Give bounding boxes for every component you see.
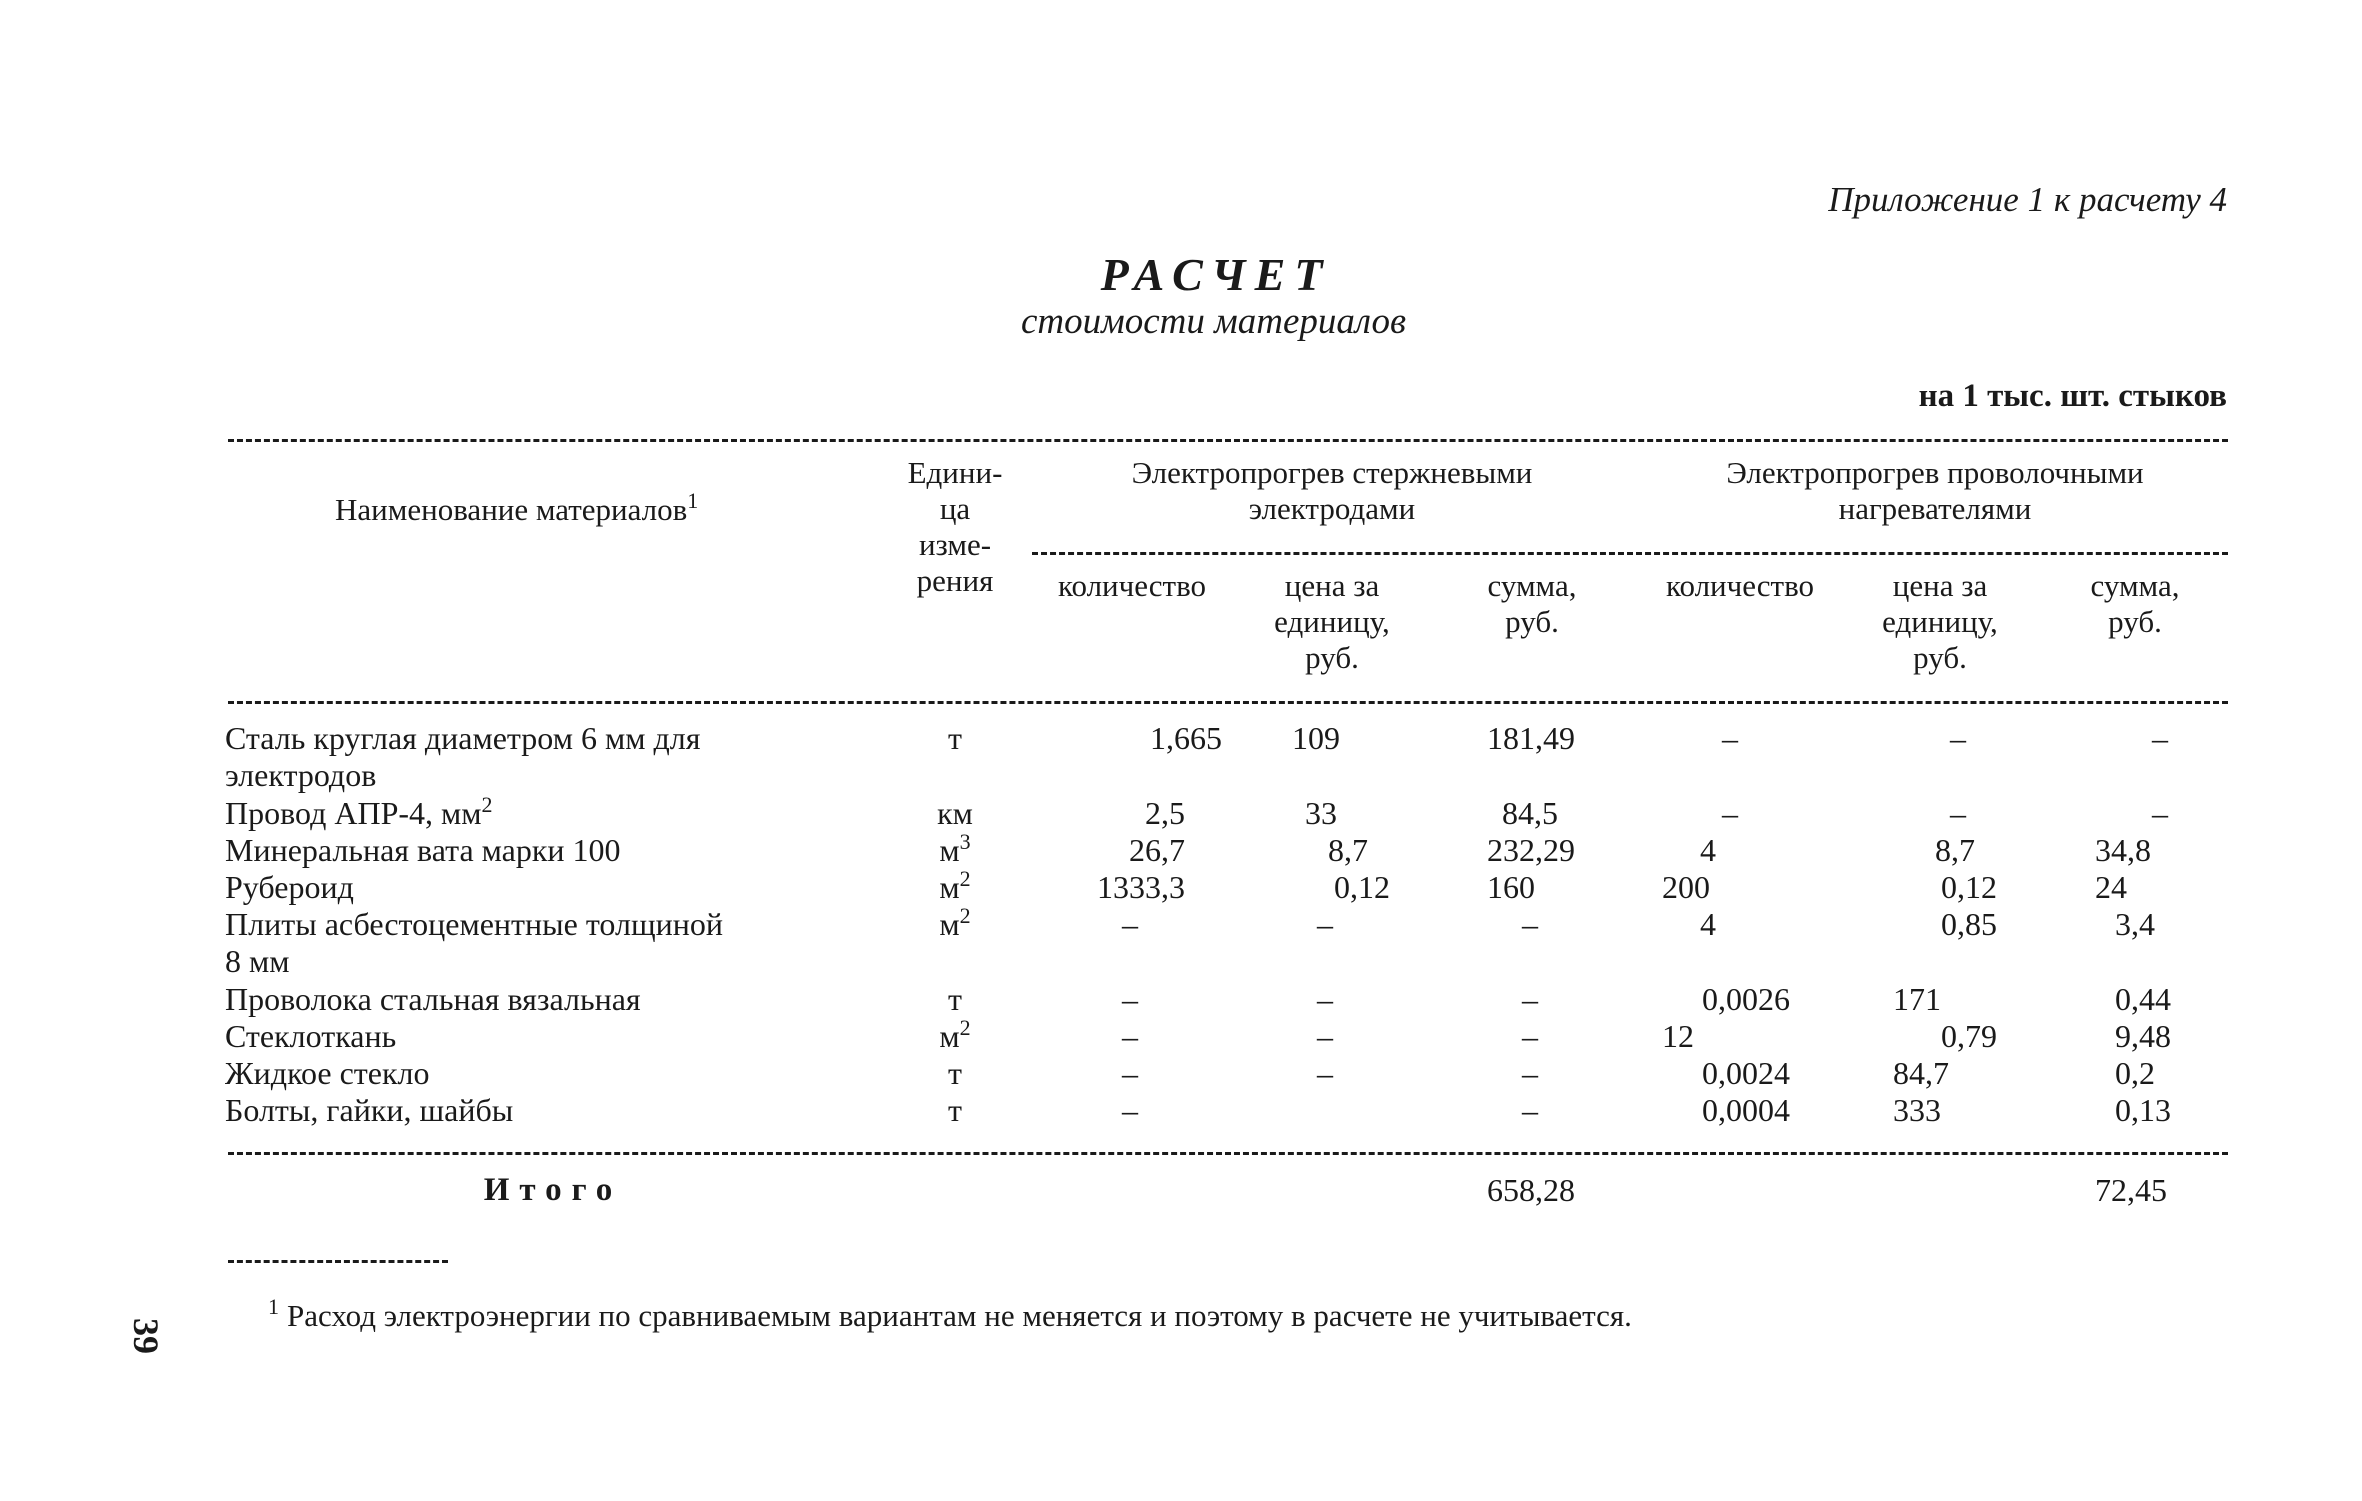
- row-unit-sup: 2: [959, 1015, 971, 1040]
- header-group2-line: Электропрогрев проволочными: [1726, 455, 2144, 490]
- header-group1-line: электродами: [1248, 491, 1416, 526]
- row-name-text: электродов: [225, 757, 377, 793]
- header-bottom-rule: [228, 701, 2228, 704]
- row-cell-q2: 4: [1700, 906, 1716, 942]
- row-cell-p2: 0,79: [1941, 1018, 1997, 1054]
- row-cell-q2: 0,0004: [1702, 1092, 1790, 1128]
- row-cell-q2: 12: [1662, 1018, 1694, 1054]
- row-cell-s1: –: [1522, 1092, 1538, 1128]
- row-name: [225, 981, 641, 1018]
- row-unit-text: т: [948, 1092, 962, 1128]
- row-cell-p2: 171: [1893, 981, 1941, 1017]
- row-cell-p2: 333: [1893, 1092, 1941, 1128]
- header-name-text: Наименование материалов: [335, 492, 688, 527]
- row-cell-p2: –: [1950, 795, 1966, 831]
- row-cell-s2: 0,44: [2115, 981, 2171, 1017]
- header-price-line: руб.: [1913, 640, 1967, 675]
- row-cell-s2: –: [2152, 720, 2168, 756]
- document-title: РАСЧЕТ: [1100, 249, 1332, 300]
- document-subtitle: стоимости материалов: [1020, 301, 1407, 342]
- header-price-line: цена за: [1284, 568, 1380, 603]
- row-cell-q1: 1,665: [1150, 720, 1222, 756]
- row-name: [225, 1092, 513, 1129]
- header-price-line: цена за: [1892, 568, 1988, 603]
- body-bottom-rule: [228, 1152, 2228, 1155]
- row-cell-p1: 33: [1305, 795, 1337, 831]
- row-cell-s2: 0,13: [2115, 1092, 2171, 1128]
- header-price-line: единицу,: [1882, 604, 1998, 639]
- header-sum-line: руб.: [1505, 604, 1559, 639]
- row-name-text: Жидкое стекло: [225, 1055, 430, 1091]
- row-cell-q2: 0,0026: [1702, 981, 1790, 1017]
- row-cell-q1: –: [1122, 981, 1138, 1017]
- row-unit-text: м: [939, 906, 960, 942]
- row-cell-s2: 0,2: [2115, 1055, 2155, 1091]
- row-unit-text: т: [948, 981, 962, 1017]
- row-unit: [880, 981, 1030, 1018]
- row-cell-p2: 0,12: [1941, 869, 1997, 905]
- row-unit: [880, 1092, 1030, 1129]
- row-cell-q2: 4: [1700, 832, 1716, 868]
- row-cell-s1: –: [1522, 1018, 1538, 1054]
- header-sum-line: сумма,: [2090, 568, 2180, 603]
- row-cell-s1: 181,49: [1487, 720, 1575, 756]
- total-label: Итого: [483, 1172, 623, 1208]
- row-unit-sup: 2: [959, 903, 971, 928]
- row-cell-p1: 0,12: [1334, 869, 1390, 905]
- row-name-sup: 2: [481, 792, 493, 817]
- row-cell-q1: –: [1122, 1018, 1138, 1054]
- row-cell-s2: 3,4: [2115, 906, 2155, 942]
- row-cell-s1: 232,29: [1487, 832, 1575, 868]
- header-qty: количество: [1058, 568, 1206, 603]
- header-unit-line: изме-: [918, 527, 992, 562]
- row-unit-text: м: [939, 869, 960, 905]
- row-cell-s2: 34,8: [2095, 832, 2151, 868]
- row-cell-p2: 8,7: [1935, 832, 1975, 868]
- row-cell-q1: –: [1122, 1092, 1138, 1128]
- row-cell-s1: 84,5: [1502, 795, 1558, 831]
- row-name: [225, 943, 290, 980]
- row-cell-q2: –: [1722, 795, 1738, 831]
- row-cell-q2: 200: [1662, 869, 1710, 905]
- row-cell-p1: –: [1317, 1018, 1333, 1054]
- row-cell-q1: –: [1122, 906, 1138, 942]
- header-sum-line: руб.: [2108, 604, 2162, 639]
- row-name: [225, 906, 723, 943]
- header-price-line: единицу,: [1274, 604, 1390, 639]
- header-unit-line: Едини-: [907, 455, 1003, 490]
- header-qty: количество: [1666, 568, 1814, 603]
- row-name-text: Рубероид: [225, 869, 354, 905]
- header-sum-line: сумма,: [1487, 568, 1577, 603]
- row-name-text: Сталь круглая диаметром 6 мм для: [225, 720, 701, 756]
- row-name: [225, 720, 700, 757]
- row-unit-sup: 3: [959, 829, 971, 854]
- header-group1-line: Электропрогрев стержневыми: [1131, 455, 1533, 490]
- row-cell-s1: 160: [1487, 869, 1535, 905]
- footnote-text: Расход электроэнергии по сравниваемым вариантам не меняется и поэтому в расчете не учитывается.: [287, 1298, 1632, 1333]
- row-cell-q2: –: [1722, 720, 1738, 756]
- row-cell-s2: 9,48: [2115, 1018, 2171, 1054]
- row-name: [225, 1055, 430, 1092]
- row-name: [225, 792, 493, 832]
- row-cell-s2: 24: [2095, 869, 2127, 905]
- header-name: [335, 488, 699, 528]
- footnote-mark: 1: [268, 1294, 279, 1319]
- row-cell-p2: 0,85: [1941, 906, 1997, 942]
- row-cell-p2: 84,7: [1893, 1055, 1949, 1091]
- row-cell-s2: –: [2152, 795, 2168, 831]
- row-name-text: Проволока стальная вязальная: [225, 981, 641, 1017]
- row-name: [225, 1018, 396, 1055]
- table-top-rule: [228, 439, 2228, 442]
- row-name: [225, 757, 376, 794]
- row-cell-p1: 8,7: [1328, 832, 1368, 868]
- header-unit-line: ца: [939, 491, 971, 526]
- header-sub-rule: [1032, 552, 2228, 555]
- header-group2-line: нагревателями: [1838, 491, 2032, 526]
- row-unit-text: м: [939, 832, 960, 868]
- row-cell-s1: –: [1522, 906, 1538, 942]
- row-name: [225, 832, 621, 869]
- header-price-line: руб.: [1305, 640, 1359, 675]
- row-cell-q1: 2,5: [1145, 795, 1185, 831]
- row-unit: [880, 903, 1030, 943]
- appendix-label: Приложение 1 к расчету 4: [1828, 180, 2227, 219]
- header-unit-line: рения: [916, 563, 994, 598]
- page-number: 39: [126, 1318, 166, 1354]
- row-cell-s1: –: [1522, 1055, 1538, 1091]
- row-cell-p1: –: [1317, 906, 1333, 942]
- row-name-text: Болты, гайки, шайбы: [225, 1092, 514, 1128]
- row-cell-p1: 109: [1292, 720, 1340, 756]
- row-cell-s1: –: [1522, 981, 1538, 1017]
- row-unit: [880, 1015, 1030, 1055]
- row-name-text: Стеклоткань: [225, 1018, 397, 1054]
- total-sum-1: 658,28: [1487, 1172, 1575, 1208]
- row-unit: [880, 1055, 1030, 1092]
- total-sum-2: 72,45: [2095, 1172, 2167, 1208]
- row-unit-text: т: [948, 720, 962, 756]
- unit-note: на 1 тыс. шт. стыков: [1918, 378, 2227, 414]
- row-unit-sup: 2: [959, 866, 971, 891]
- row-name-text: Плиты асбестоцементные толщиной: [225, 906, 723, 942]
- row-cell-q1: 26,7: [1129, 832, 1185, 868]
- row-cell-q1: –: [1122, 1055, 1138, 1091]
- row-name-text: Провод АПР-4, мм: [225, 795, 482, 831]
- row-cell-q1: 1333,3: [1097, 869, 1185, 905]
- row-unit-text: км: [937, 795, 973, 831]
- footnote-rule: [228, 1260, 448, 1263]
- row-name: [225, 869, 354, 906]
- row-cell-p1: –: [1317, 1055, 1333, 1091]
- row-name-text: 8 мм: [225, 943, 290, 979]
- row-cell-q2: 0,0024: [1702, 1055, 1790, 1091]
- row-cell-p2: –: [1950, 720, 1966, 756]
- row-unit-text: м: [939, 1018, 960, 1054]
- row-unit-text: т: [948, 1055, 962, 1091]
- row-cell-p1: –: [1317, 981, 1333, 1017]
- header-name-footnote-mark: 1: [687, 488, 699, 513]
- footnote: [268, 1294, 1632, 1334]
- row-name-text: Минеральная вата марки 100: [225, 832, 621, 868]
